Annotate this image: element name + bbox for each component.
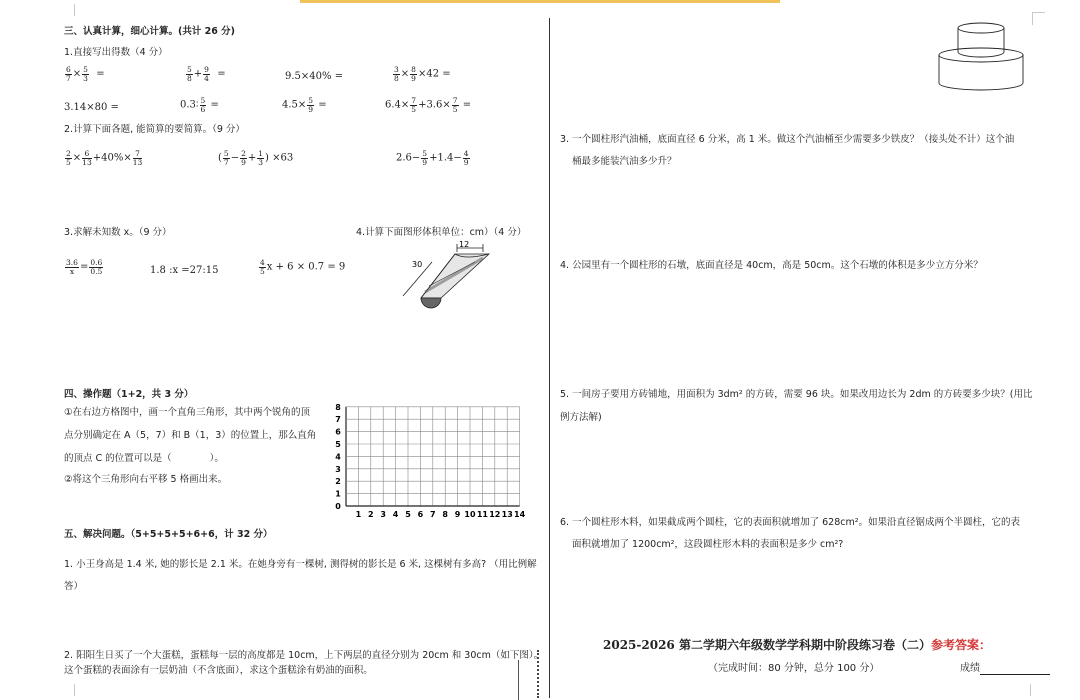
y-tick-label: 7 [335, 415, 341, 425]
problem-6-line-1: 6. 一个圆柱形木料，如果截成两个圆柱，它的表面积就增加了 628cm²。如果沿直径锯成两个半圆柱，它的表 [560, 517, 1021, 528]
exam-title-text: 2025-2026 第二学期六年级数学学科期中阶段练习卷（二） [603, 638, 931, 652]
coordinate-grid[interactable] [330, 402, 545, 522]
q3-eq-3: $\frac{4}{5}$ x + 6 × 0.7 = 9 [260, 258, 346, 276]
answer-key-label: 参考答案： [930, 638, 991, 652]
exam-time-info: （完成时间：80 分钟，总分 100 分） [708, 663, 880, 674]
calc-2-2-suffix: = [210, 99, 219, 111]
y-tick-label: 3 [335, 464, 341, 474]
problem-5-line-1: 5. 一间房子要用方砖铺地，用面积为 3dm² 的方砖，需要 96 块。如果改用边长为 2dm 的方砖要多少块？(用比 [560, 389, 1033, 400]
x-tick-label: 12 [489, 510, 501, 519]
problem-5-line-2: 例方法解) [560, 412, 602, 423]
problem-6-line-2: 面积就增加了 1200cm²，这段圆柱形木料的表面积是多少 cm²? [572, 539, 844, 550]
q4-label: 4.计算下面图形体积单位：cm）（4 分） [356, 227, 527, 238]
q2-expr-2: ( $\frac{5}{7}$ − $\frac{2}{9}$ + $\frac{1}{3}$ ) ×63 [218, 149, 294, 167]
x-tick-label: 5 [405, 510, 411, 519]
q2-label: 2.计算下面各题, 能简算的要简算。（9 分） [64, 124, 245, 135]
exam-title [603, 636, 991, 653]
calc-1-2: $\frac{5}{8}$ + $\frac{9}{4}$ = [187, 65, 226, 83]
calc-1-3: 9.5×40% = [285, 71, 344, 82]
calc-2-4: 6.4× $\frac{7}{5}$ +3.6× $\frac{7}{5}$ = [385, 96, 472, 114]
dim-top-label: 12 [459, 240, 470, 249]
q3-eq-2: 1.8 :x =27:15 [150, 265, 219, 276]
y-tick-label: 1 [335, 489, 341, 499]
section4-heading: 四、操作题（1+2，共 3 分） [64, 389, 194, 400]
operation-line-3: 的顶点 C 的位置可以是（ ）。 [64, 453, 224, 464]
score-label: 成绩 [960, 663, 980, 674]
q2-expr-3: 2.6− $\frac{5}{9}$ +1.4− $\frac{4}{9}$ [396, 149, 469, 167]
x-tick-label: 2 [368, 510, 374, 519]
scroll-indicator-bar [300, 0, 780, 3]
problem-2-line-2: 这个蛋糕的表面涂有一层奶油（不含底面），求这个蛋糕涂有奶油的面积。 [64, 665, 373, 676]
y-tick-label: 0 [335, 502, 341, 511]
x-tick-label: 8 [442, 510, 448, 519]
q2-expr-1: $\frac{2}{5}$ × $\frac{6}{13}$ +40%× $\frac{7}{13}$ [66, 149, 143, 167]
section3-heading: 三、认真计算，细心计算。(共计 26 分) [64, 26, 236, 37]
binding-mark [518, 660, 519, 700]
problem-2-line-1: 2. 阳阳生日买了一个大蛋糕，蛋糕每一层的高度都是 10cm，上下两层的直径分别为 20cm 和 30cm（如下图）。 [64, 650, 544, 661]
q3-eq-1: $\frac{3.6}{x}$ = $\frac{0.6}{0.5}$ [66, 258, 103, 276]
half-cylinder-figure [395, 238, 505, 316]
problem-3-line-2: 桶最多能装汽油多少升？ [572, 156, 677, 167]
x-tick-label: 13 [501, 510, 513, 519]
x-tick-label: 1 [355, 510, 362, 519]
problem-4: 4. 公园里有一个圆柱形的石墩，底面直径是 40cm，高是 50cm。这个石墩的体积是多少立方分米？ [560, 260, 983, 271]
y-tick-label: 8 [335, 402, 341, 412]
operation-line-2: 点分别确定在 A（5，7）和 B（1，3）的位置上，那么直角 [64, 430, 317, 441]
y-tick-label: 4 [335, 452, 341, 462]
y-tick-label: 5 [335, 440, 341, 449]
x-tick-label: 6 [417, 510, 424, 519]
dim-left-label: 30 [412, 260, 423, 269]
q3-label: 3.求解未知数 x。（9 分） [64, 227, 172, 238]
page-corner-bottom-left [62, 684, 75, 696]
x-tick-label: 14 [514, 510, 526, 519]
y-tick-label: 6 [335, 427, 341, 437]
x-tick-label: 4 [392, 510, 399, 519]
calc-2-3: 4.5× $\frac{5}{9}$ = [282, 96, 327, 114]
problem-3-line-1: 3. 一个圆柱形汽油桶，底面直径 6 分米，高 1 米。做这个汽油桶至少需要多少铁皮？（接头处不计）这个油 [560, 134, 1015, 145]
operation-line-4: ②将这个三角形向右平移 5 格画出来。 [64, 474, 228, 485]
column-divider [549, 18, 550, 698]
x-tick-label: 11 [476, 510, 488, 519]
x-tick-label: 10 [464, 510, 476, 519]
calc-1-1: $\frac{6}{7}$ × $\frac{5}{3}$ = [66, 65, 105, 83]
calc-2-2-prefix: 0.3∶ [180, 99, 199, 111]
x-tick-label: 9 [454, 510, 461, 519]
score-field[interactable] [960, 663, 1050, 675]
calc-1-4: $\frac{3}{8}$ × $\frac{8}{9}$ ×42 = [394, 65, 451, 83]
calc-2-1: 3.14×80 = [64, 102, 119, 113]
binding-line [537, 650, 539, 698]
x-tick-label: 3 [380, 510, 386, 519]
score-blank[interactable] [980, 664, 1050, 675]
operation-line-1: ①在右边方格图中，画一个直角三角形，其中两个锐角的顶 [64, 407, 311, 418]
calc-2-2: 0.3∶ $\frac{5}{6}$ = [180, 96, 219, 114]
page-corner-bottom-right [1030, 684, 1043, 696]
x-tick-label: 7 [430, 510, 436, 519]
problem-1: 1. 小王身高是 1.4 米, 她的影长是 2.1 米。在她身旁有一棵树, 测得树的影长是 6 米, 这棵树有多高? （用比例解答） [64, 559, 537, 592]
cake-figure [936, 20, 1026, 95]
page-corner-top-left [62, 4, 75, 16]
q1-label: 1.直接写出得数（4 分） [64, 47, 168, 58]
section5-heading: 五、解决问题。（5+5+5+5+6+6，计 32 分） [64, 529, 273, 540]
page-corner-top-right [1032, 12, 1045, 25]
y-tick-label: 2 [335, 477, 341, 487]
